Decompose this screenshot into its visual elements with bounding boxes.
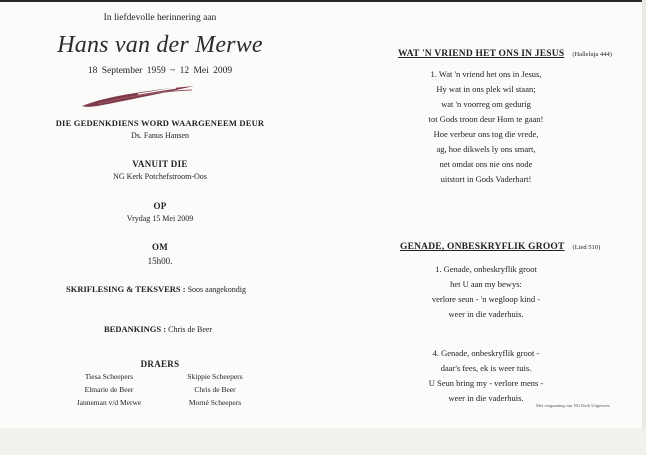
swoosh-ornament [78, 82, 198, 110]
hymn2-line: U Seun bring my - verlore mens - [428, 378, 544, 388]
bearer-name: Tiesa Scheepers [84, 372, 134, 381]
service-date: Vrydag 15 Mei 2009 [126, 214, 194, 223]
op-heading: OP [153, 201, 167, 211]
hymn1-line: Hy wat in ons plek wil staan; [436, 84, 536, 94]
bearer-name: Skippie Scheepers [187, 372, 243, 381]
hymn2-line: verlore seun - 'n wegloop kind - [431, 294, 541, 304]
bearer-name: Elmarie de Beer [84, 385, 134, 394]
hymn1-title: WAT 'N VRIEND HET ONS IN JESUS [398, 49, 565, 59]
bottom-margin [0, 428, 646, 455]
thanks-value: Chris de Beer [168, 325, 213, 334]
hymn2-line: daar's fees, ek is weer tuis. [440, 363, 532, 373]
hymn2-line: 4. Genade, onbeskryflik groot - [432, 348, 540, 358]
scripture-line [66, 284, 246, 294]
hymn1-line: tot Gods troon deur Hom te gaan! [428, 114, 544, 124]
hymn1-heading [398, 43, 612, 61]
hymn2-heading [400, 236, 600, 254]
church-name: NG Kerk Potchefstroom-Oos [113, 172, 207, 181]
hymn1-line: net omdat ons nie ons node [439, 159, 533, 169]
service-heading: DIE GEDENKDIENS WORD WAARGENEEM DEUR [55, 118, 265, 128]
minister-name: Ds. Fanus Hansen [131, 131, 189, 140]
hymn1-line: ag, hoe dikwels ly ons smart, [436, 144, 536, 154]
bearers-heading: DRAERS [140, 359, 180, 369]
hymn2-line: het U aan my bewys: [450, 279, 522, 289]
om-heading: OM [151, 242, 169, 252]
hymn1-line: Hoe verbeur ons tog die vrede, [433, 129, 539, 139]
bearer-name: Janneman v/d Merwe [76, 398, 142, 407]
intro-text: In liefdevolle herinnering aan [103, 13, 217, 23]
hymn1-line: wat 'n voorreg om gedurig [441, 99, 531, 109]
life-dates: 18 September 1959 ~ 12 Mei 2009 [87, 66, 233, 76]
hymn1-line: 1. Wat 'n vriend het ons in Jesus, [430, 69, 542, 79]
bearer-name: Chris de Beer [194, 385, 236, 394]
hymn1-reference: (Halleluja 444) [572, 51, 612, 58]
thanks-label: BEDANKINGS : [104, 324, 167, 334]
hymn1-line: uitstort in Gods Vaderhart! [440, 174, 532, 184]
hymn2-line: weer in die vaderhuis. [448, 309, 524, 319]
thanks-line [104, 324, 212, 334]
hymn2-title: GENADE, ONBESKRYFLIK GROOT [400, 242, 565, 252]
page-edge [642, 0, 646, 455]
permission-credit: Met vergunning van NG Kerk Uitgewers [536, 403, 610, 408]
service-time: 15h00. [147, 256, 173, 266]
bearer-name: Morné Scheepers [188, 398, 242, 407]
vanuit-heading: VANUIT DIE [132, 159, 188, 169]
hymn2-reference: (Lied 510) [572, 244, 601, 251]
left-page [0, 0, 320, 428]
hymn2-line: 1. Genade, onbeskryflik groot [435, 264, 537, 274]
scripture-label: SKRIFLESING & TEKSVERS : [66, 284, 186, 294]
hymn2-line: weer in die vaderhuis. [448, 393, 524, 403]
deceased-name: Hans van der Merwe [57, 32, 263, 58]
scripture-value: Soos aangekondig [187, 285, 247, 294]
right-page [330, 0, 642, 428]
